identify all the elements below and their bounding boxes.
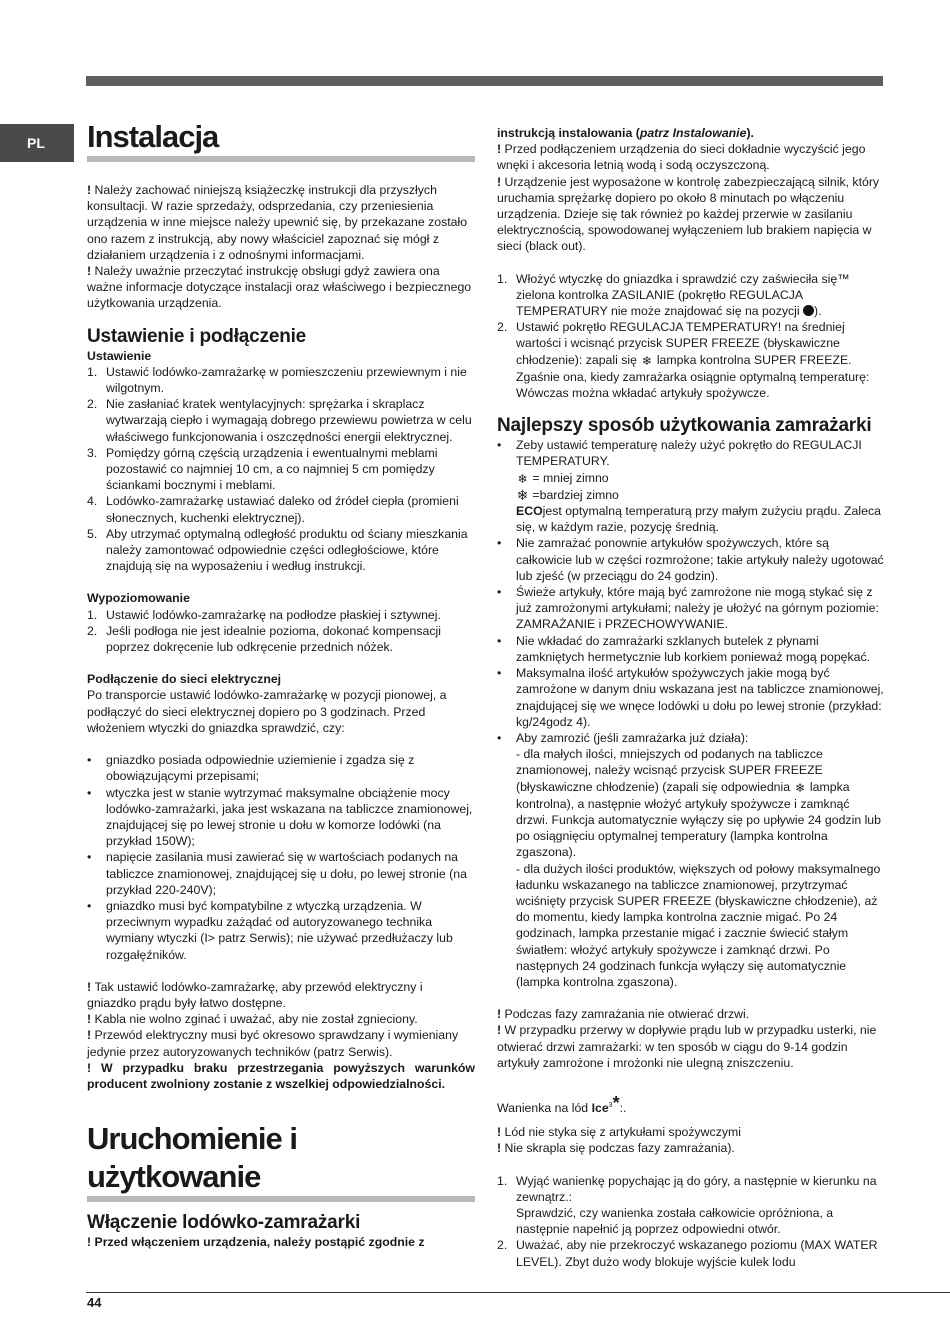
intro-notes — [87, 182, 475, 312]
off-position-dot-icon — [803, 305, 814, 316]
siec-list — [87, 752, 475, 963]
subheading-siec: Podłączenie do sieci elektrycznej — [87, 672, 282, 687]
list-item: 2. Nie zasłaniać kratek wentylacyjnych: sprężarka i skraplacz wytwarzają ciepło i wymagają dobrego przewiewu powietrza w celu właściwego funkcjonowania i oszczędności energii elektrycznej. — [87, 397, 472, 444]
list-item: 1. Ustawić lodówko-zamrażarkę na podłodze płaskiej i sztywnej. — [87, 607, 441, 622]
list-item: 5. Aby utrzymać optymalną odległość produktu od ściany mieszkania należy zamontować odpowiednie części odległościowe, które znajdują się na wyposażeniu i według instrukcji. — [87, 526, 468, 574]
intro-note: ! Należy uważnie przeczytać instrukcję obsługi gdyż zawiera ona ważne informacje dotyczące instalacji oraz właściwego i bezpiecznego użytkowania urządzenia. — [87, 264, 472, 311]
right-column — [497, 125, 884, 1270]
continued-instruction: instrukcją instalowania (patrz Instalowanie). — [497, 126, 754, 140]
warning-note: ! Lód nie styka się z artykułami spożywczymi — [497, 1125, 741, 1140]
warning-note: ! Podczas fazy zamrażania nie otwierać drzwi. — [497, 1007, 750, 1022]
page-number: 44 — [87, 1295, 102, 1310]
wypoziomowanie-list — [87, 607, 475, 656]
warning-note: ! Przewód elektryczny musi być okresowo sprawdzany i wymieniany jedynie przez autoryzowanych techników (patrz Serwis). — [87, 1028, 459, 1059]
warning-note: ! Kabla nie wolno zginać i uważać, aby nie został zgnieciony. — [87, 1012, 418, 1027]
ice-tray-steps — [497, 1173, 884, 1270]
snowflake-icon: ❄ — [641, 353, 652, 368]
warning-note: ! W przypadku przerwy w dopływie prądu lub w przypadku usterki, nie otwierać drzwi zamrażarki: w ten sposób w ciągu do 9-14 godzin artykuły zamrożone i mrożonki nie ulegną zniszczeniu. — [497, 1023, 877, 1070]
list-item: • wtyczka jest w stanie wytrzymać maksymalne obciążenie mocy lodówko-zamrażarki, jaka jest wskazana na tabliczce znamionowej, znajdującej się po lewej stronie u dołu w komorze lodówki (na przykład 150W); — [87, 785, 473, 849]
freeze-warnings — [497, 1006, 884, 1071]
warning-note: ! Nie skrapla się podczas fazy zamrażania). — [497, 1141, 735, 1156]
heading-najlepszy: Najlepszy sposób użytkowania zamrażarki — [497, 415, 872, 437]
ustawienie-list — [87, 364, 475, 575]
subheading-ustawienie: Ustawienie — [87, 348, 152, 363]
bullet-temperature: • Zeby ustawić temperaturę należy użyć pokrętło do REGULACJI TEMPERATURY. ❄ = mniej zimno ❄ =bardziej zimno ECOjest optymalną temperaturą przy małym zużyciu prądu. Zaleca się, w każdym razie, pozycję średnią. — [497, 438, 881, 535]
usage-bullets — [497, 535, 884, 729]
bullet-freeze: • Aby zamrozić (jeśli zamrażarka już działa): - dla małych ilości, mniejszych od podanych na tabliczce znamionowej, należy wcisnąć przycisk SUPER FREEZE (błyskawiczne chłodzenie) (zapali się odpowiednia ❄ lampka kontrolna), a następnie włożyć artykuły spożywcze i zamknąć drzwi. Funkcja automatycznie wyłączy się po upływie 24 godzin lub po osiągnięciu optymalnej temperatury (lampka kontrolna zgaszona). - dla dużych ilości produktów, większych od połowy maksymalnego ładunku wskazanego na tabliczce znamionowej, przytrzymać wciśnięty przycisk SUPER FREEZE (błyskawiczne chłodzenie), aż do momentu, kiedy lampka kontrolna zacznie migać. Po 24 godzinach, lampka przestanie migać i zacznie świecić stałym światłem: włożyć artykuły spożywcze i zamknąć drzwi. Po następnych 24 godzinach funkcja wyłączy się automatycznie (lampka kontrolna zgaszona). — [497, 730, 881, 989]
bottom-rule — [86, 1292, 950, 1293]
intro-note: ! Należy zachować niniejszą książeczkę instrukcji dla przyszłych konsultacji. W razie sprzedaży, odsprzedania, czy przeniesienia urządzenia w inne miejsce należy upewnić się, by przekazane zostało ono razem z instrukcją, aby nowy właściciel zapoznać się mógł z działaniem urządzenia i z odnośnymi informacjami. — [87, 183, 468, 262]
list-item: 4. Lodówko-zamrażarkę ustawiać daleko od źródeł ciepła (promieni słonecznych, kuchenki elektrycznej). — [87, 494, 459, 525]
snowflake-large-icon: ❄ — [516, 486, 529, 503]
step-1: 1. Włożyć wtyczkę do gniazdka i sprawdzić czy zaświeciła się™ zielona kontrolka ZASILANIE (pokrętło REGULACJA TEMPERATURY nie może znajdować się na pozycji ). — [497, 271, 850, 319]
snowflake-small-icon: ❄ — [517, 471, 528, 486]
top-rule — [86, 76, 883, 86]
warning-note: ! Urządzenie jest wyposażone w kontrolę zabezpieczającą silnik, który uruchamia sprężarkę dopiero po około 8 minutach po włączeniu urządzenia. Dzieje się tak również po każdej przerwie w zasilaniu elektrycznością, spowodowanej wyłączeniem lub brakiem napięcia w sieci (black out). — [497, 174, 880, 254]
list-item: • gniazdko posiada odpowiednie uziemienie i zgadza się z obowiązującymi przepisami; — [87, 753, 415, 784]
list-item: 1. Ustawić lodówko-zamrażarkę w pomieszczeniu przewiewnym i nie wilgotnym. — [87, 364, 467, 396]
section-title-uruchomienie: Uruchomienie i użytkowanie — [87, 1120, 475, 1202]
list-item: • Nie wkładać do zamrażarki szklanych butelek z płynami zamkniętych hermetycznie lub korkiem ponieważ mogą popękać. — [497, 633, 871, 664]
list-item: • Maksymalna ilość artykułów spożywczych jakie mogą być zamrożone w danym dniu wskazana jest na tabliczce znamionowej, znajdującej się we wnęce lodówki u dołu po lewej stronie (przykład: kg/24godz 4). — [497, 666, 884, 729]
warning-note: ! Przed podłączeniem urządzenia do sieci dokładnie wyczyścić jego wnęki i akcesoria letnią wodą i sodą oczyszczoną. — [497, 142, 866, 173]
list-item: 1. Wyjąć wanienkę popychając ją do góry, a następnie w kierunku na zewnątrz.: Sprawdzić, czy wanienka została całkowicie opróżniona, a następnie napełnić ją poprzez odpowiedni otwór. — [497, 1173, 877, 1237]
ice-warnings — [497, 1124, 884, 1156]
subheading-wypoziomowanie: Wypoziomowanie — [87, 591, 190, 606]
list-item: 2. Jeśli podłoga nie jest idealnie pozioma, dokonać kompensacji poprzez dokręcenie lub odkręcenie przednich nóżek. — [87, 623, 441, 655]
wlaczenie-warning: ! Przed włączeniem urządzenia, należy postąpić zgodnie z — [87, 1235, 425, 1250]
warning-notes — [87, 979, 475, 1060]
list-item: • Nie zamrażać ponownie artykułów spożywczych, które są całkowicie lub w części rozmrożone; takie artykuły należy ugotować lub zjeść (w przeciągu do 24 godzin). — [497, 536, 884, 583]
list-item: • napięcie zasilania musi zawierać się w wartościach podanych na tabliczce znamionowej, znajdującej się u dołu, po lewej stronie (na przykład 220-240V); — [87, 850, 467, 897]
warning-note: ! Tak ustawić lodówko-zamrażarkę, aby przewód elektryczny i gniazdko prądu były łatwo dostępne. — [87, 979, 423, 1010]
continued-warnings — [497, 141, 884, 254]
ice-tray-label: Wanienka na lód Ice$^3$*:. — [497, 1092, 627, 1115]
step-2: 2. Ustawić pokrętło REGULACJA TEMPERATURY! na średniej wartości i wcisnąć przycisk SUPER FREEZE (błyskawiczne chłodzenie): zapali się ❄ lampka kontrolna SUPER FREEZE. Zgaśnie ona, kiedy zamrażarka osiągnie optymalną temperaturę: Wówczas można wkładać artykuły spożywcze. — [497, 320, 870, 401]
heading-wlaczenie: Włączenie lodówko-zamrażarki — [87, 1212, 361, 1234]
list-item: • gniazdko musi być kompatybilne z wtyczką urządzenia. W przeciwnym wypadku zażądać od autoryzowanego technika wymiany wtyczki (I> patrz Serwis); nie używać przedłużaczy lub rozgałęźników. — [87, 898, 453, 962]
list-item: • Świeże artykuły, które mają być zamrożone nie mogą stykać się z już zamrożonymi artykułami; należy je ułożyć na górnym poziomie: ZAMRAŻANIE i PRZECHOWYWANIE. — [497, 585, 879, 632]
list-item: 2. Uważać, aby nie przekroczyć wskazanego poziomu (MAX WATER LEVEL). Zbyt dużo wody blokuje wyjście kulek lodu — [497, 1238, 878, 1269]
language-tab: PL — [0, 124, 74, 162]
liability-warning: ! W przypadku braku przestrzegania powyższych warunków producent zwolniony zostanie z wszelkiej odpowiedzialności. — [87, 1060, 475, 1091]
siec-text: Po transporcie ustawić lodówko-zamrażarkę w pozycji pionowej, a podłączyć do sieci elektrycznej dopiero po 3 godzinach. Przed włożeniem wtyczki do gniazdka sprawdzić, czy: — [87, 688, 447, 735]
heading-ustawienie: Ustawienie i podłączenie — [87, 325, 307, 347]
section-title-instalacja: Instalacja — [87, 118, 475, 162]
list-item: 3. Pomiędzy górną częścią urządzenia i ewentualnymi meblami pozostawić co najmniej 10 cm, a co najmniej 5 cm pomiędzy ściankami bocznymi i meblami. — [87, 445, 438, 493]
left-column — [87, 118, 475, 1250]
snowflake-icon: ❄ — [794, 780, 806, 795]
